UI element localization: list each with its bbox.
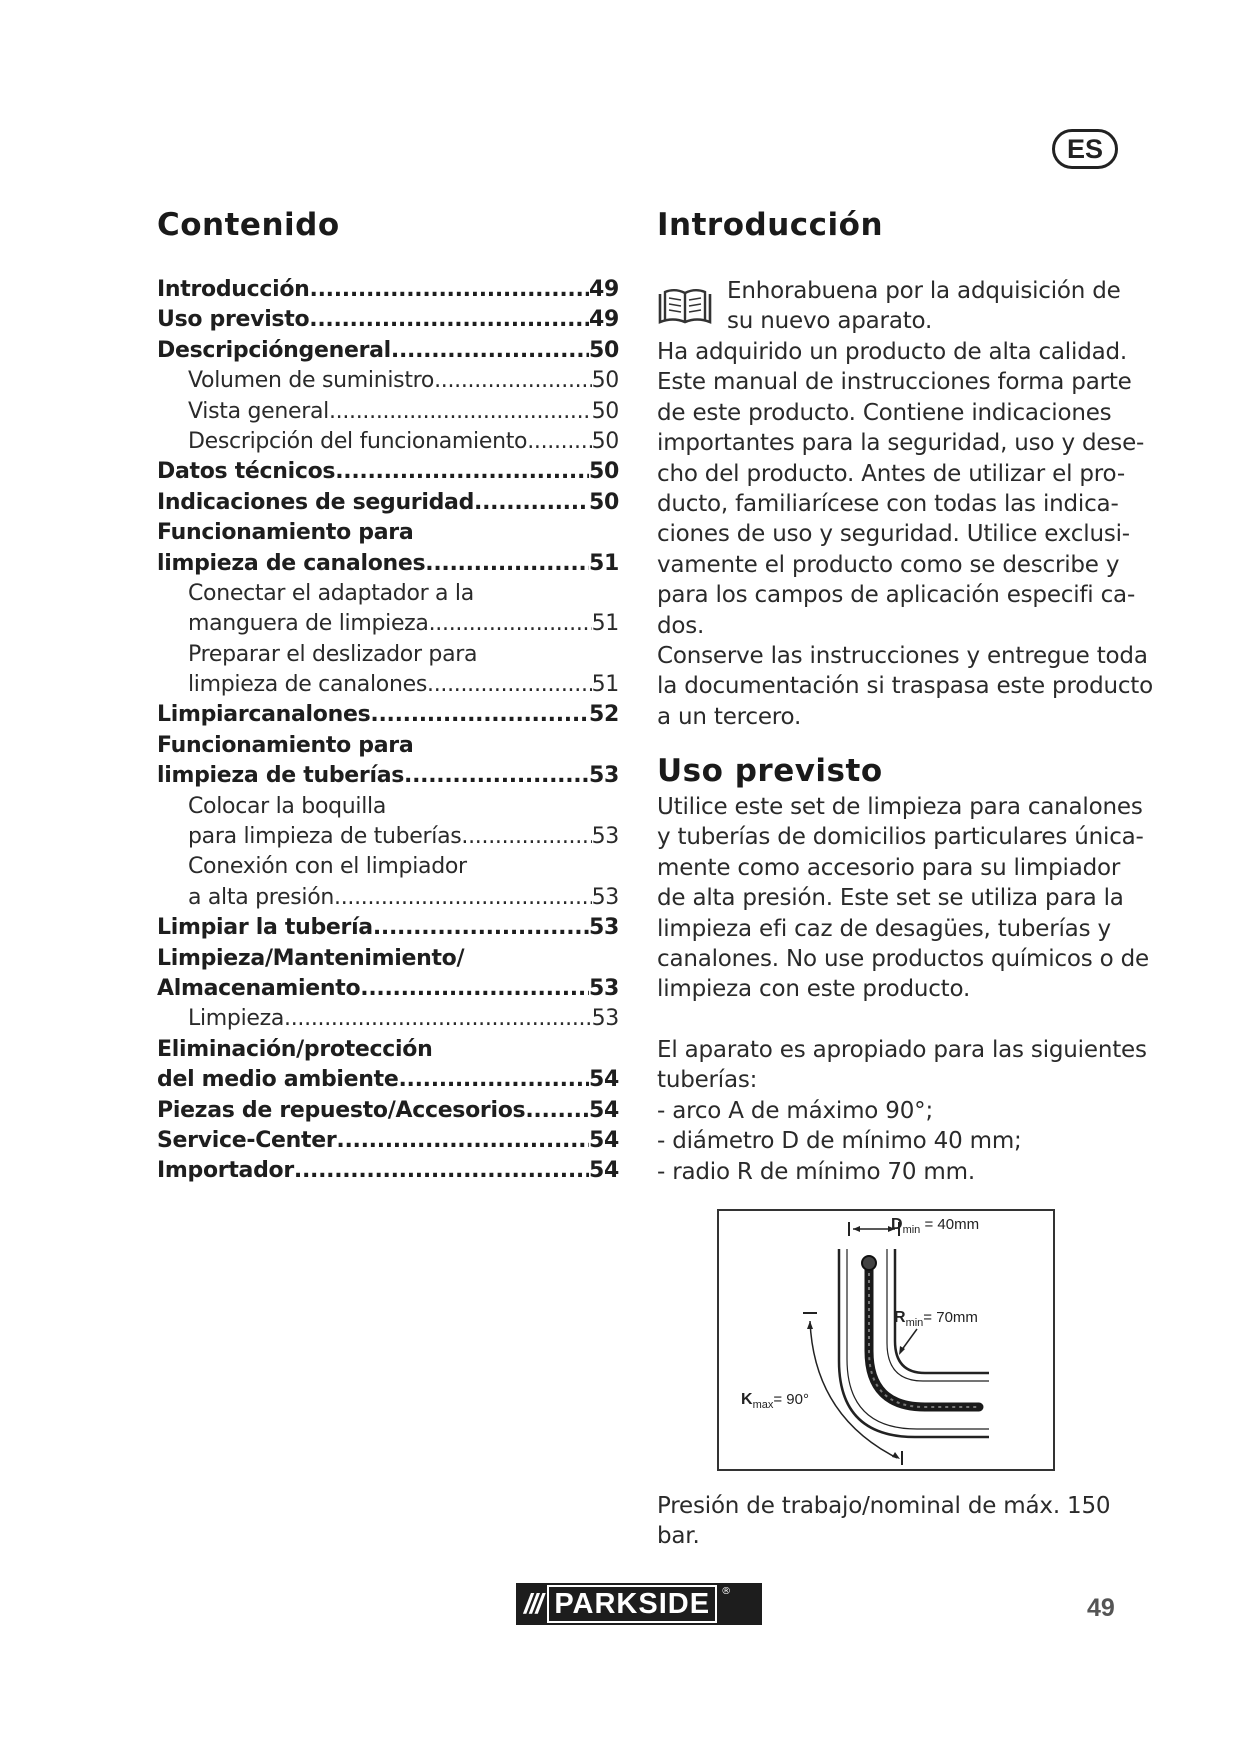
toc-entry-page: 53 [588,763,619,789]
toc-entry-label: Vista general [188,398,329,424]
toc-leader-dots [398,1065,589,1095]
d-min-label: $D_{min} = 40mm$ [891,1216,980,1236]
toc-entry-label: Eliminación/protección [157,1036,433,1062]
toc-entry [157,1156,619,1186]
toc-entry [157,974,619,1004]
pipe-diagram [717,1209,1055,1471]
toc-entry [157,275,619,305]
toc-entry [157,609,619,639]
text-line: vamente el producto como se describe y [657,551,1120,578]
toc-leader-dots [310,275,589,305]
toc-entry-label: Descripcióngeneral [157,337,391,363]
toc-leader-dots [284,1004,592,1034]
text-line: mente como accesorio para su limpiador [657,854,1121,881]
text-line: limpieza con este producto. [657,976,971,1003]
toc-entry-page: 53 [588,915,619,941]
toc-entry-label: Preparar el deslizador para [188,641,478,667]
toc-entry [157,397,619,427]
toc-entry [157,1035,619,1065]
toc-leader-dots [427,670,592,700]
toc-entry [157,518,619,548]
toc-entry-page: 51 [591,611,619,637]
k-max-label: $K_{max}= 90^\circ$ [741,1391,809,1411]
toc-leader-dots [360,974,589,1004]
toc-entry [157,457,619,487]
toc-entry-label: para limpieza de tuberías [188,824,462,850]
toc-entry-label: Funcionamiento para [157,520,414,546]
parkside-logo [516,1583,762,1625]
text-line: ducto, familiarícese con todas las indica- [657,491,1119,518]
toc-entry-label: Conectar el adaptador a la [188,580,474,606]
text-line: - diámetro D de mínimo 40 mm; [657,1128,1022,1155]
toc-entry-label: Limpiarcanalones [157,702,371,728]
toc-leader-dots [404,761,589,791]
toc-entry [157,670,619,700]
toc-entry-label: Limpieza [188,1006,285,1032]
text-line: - arco A de máximo 90°; [657,1097,933,1124]
text-line: para los campos de aplicación especifi ca- [657,582,1136,609]
toc-entry-label: Descripción del funcionamiento [188,428,528,454]
toc-entry-label: Limpiar la tubería [157,915,373,941]
toc-leader-dots [474,488,589,518]
toc-entry [157,944,619,974]
toc-entry-label: limpieza de tuberías [157,763,405,789]
toc-entry-page: 54 [588,1097,619,1123]
text-line: - radio R de mínimo 70 mm. [657,1158,975,1185]
toc-entry [157,731,619,761]
toc-entry-page: 53 [591,884,619,910]
text-line: tuberías: [657,1067,758,1094]
text-line: cho del producto. Antes de utilizar el pro- [657,460,1125,487]
toc-leader-dots [336,1126,589,1156]
toc-leader-dots [309,305,589,335]
toc-entry-page: 54 [588,1158,619,1184]
table-of-contents [157,275,619,1187]
text-line: de este producto. Contiene indicaciones [657,399,1112,426]
toc-entry [157,1096,619,1126]
text-line: dos. [657,612,705,639]
toc-entry-page: 50 [591,398,619,424]
toc-entry-label: Almacenamiento [157,975,361,1001]
toc-leader-dots [425,549,589,579]
toc-entry-label: Limpieza/Mantenimiento/ [157,945,465,971]
toc-entry-label: Funcionamiento para [157,732,414,758]
toc-entry [157,336,619,366]
text-line: Enhorabuena por la adquisición de [727,278,1121,304]
toc-entry-label: Conexión con el limpiador [188,854,467,880]
toc-leader-dots [370,700,589,730]
toc-entry [157,305,619,335]
toc-entry-label: limpieza de canalones [157,550,426,576]
text-line: Utilice este set de limpieza para canalones [657,794,1143,820]
toc-entry-page: 49 [588,277,619,302]
toc-entry [157,700,619,730]
toc-leader-dots [294,1156,589,1186]
toc-entry [157,1065,619,1095]
toc-heading: Contenido [157,207,340,243]
toc-entry-page: 53 [591,824,619,850]
toc-entry-label: limpieza de canalones [188,672,427,698]
text-line: canalones. No use productos químicos o de [657,946,1149,973]
toc-entry-label: Volumen de suministro [188,368,435,394]
uso-list [657,1035,1147,1187]
toc-leader-dots [373,913,589,943]
toc-leader-dots [329,397,592,427]
toc-entry [157,913,619,943]
toc-leader-dots [461,822,591,852]
uso-body [657,792,1149,1005]
toc-entry-page: 54 [588,1067,619,1093]
toc-entry-page: 54 [588,1127,619,1153]
toc-entry [157,488,619,518]
language-badge: ES [1052,129,1118,169]
toc-leader-dots [434,366,592,396]
pipe-diagram-drawing [719,1211,1053,1469]
text-line: Este manual de instrucciones forma parte [657,369,1132,396]
toc-leader-dots [527,427,591,457]
toc-entry [157,822,619,852]
toc-entry [157,1004,619,1034]
toc-entry-page: 51 [588,550,619,576]
toc-leader-dots [334,883,592,913]
toc-entry-page: 50 [591,428,619,454]
toc-entry-page: 51 [591,672,619,698]
text-line: ciones de uso y seguridad. Utilice exclusi- [657,521,1130,548]
toc-entry-label: a alta presión [188,884,335,910]
toc-entry-page: 50 [588,459,619,485]
logo-slashes: /// [524,1588,542,1619]
hose-texture [869,1266,979,1407]
toc-entry-page: 50 [588,337,619,363]
toc-entry-label: manguera de limpieza [188,611,429,637]
r-min-label: $R_{min}= 70mm$ [894,1309,978,1329]
toc-entry-label: Service-Center [157,1127,337,1153]
toc-entry [157,579,619,609]
toc-entry [157,549,619,579]
toc-entry-page: 52 [588,702,619,728]
logo-brand: PARKSIDE [547,1585,717,1623]
text-line: su nuevo aparato. [727,308,933,335]
logo-registered-mark: ® [721,1586,732,1597]
r-pointer [901,1329,917,1351]
cleaning-hose [869,1266,979,1407]
text-line: a un tercero. [657,703,802,730]
text-line: Presión de trabajo/nominal de máx. 150 [657,1493,1111,1519]
toc-entry [157,883,619,913]
toc-entry-page: 50 [591,368,619,394]
toc-entry-label: Indicaciones de seguridad [157,489,475,515]
toc-entry [157,640,619,670]
toc-entry-label: Colocar la boquilla [188,793,387,819]
text-line: la documentación si traspasa este producto [657,673,1153,700]
uso-heading: Uso previsto [657,753,883,789]
text-line: limpieza efi caz de desagües, tuberías y [657,915,1111,942]
toc-leader-dots [335,457,589,487]
text-line: Conserve las instrucciones y entregue toda [657,643,1148,670]
toc-entry-page: 53 [588,975,619,1001]
toc-entry [157,1126,619,1156]
toc-entry-label: Uso previsto [157,307,310,333]
text-line: importantes para la seguridad, uso y dese- [657,430,1145,457]
text-line: bar. [657,1523,700,1550]
toc-leader-dots [429,609,592,639]
book-icon [657,284,713,328]
toc-entry [157,852,619,882]
toc-entry [157,366,619,396]
toc-entry-label: Piezas de repuesto/Accesorios [157,1097,526,1123]
text-line: y tuberías de domicilios particulares única- [657,824,1144,851]
toc-entry-page: 50 [588,489,619,515]
nozzle [862,1256,876,1270]
page-number: 49 [1087,1594,1115,1622]
toc-leader-dots [391,336,589,366]
toc-entry [157,792,619,822]
toc-entry-label: Introducción [157,277,310,302]
text-line: de alta presión. Este set se utiliza para la [657,885,1124,912]
toc-leader-dots [525,1096,589,1126]
toc-entry-label: Datos técnicos [157,459,336,485]
toc-entry-page: 53 [591,1006,619,1032]
pressure-note [657,1491,1129,1552]
intro-body [657,337,1153,732]
toc-entry [157,427,619,457]
toc-entry-label: del medio ambiente [157,1067,399,1093]
toc-entry-page: 49 [588,307,619,333]
intro-icon-text [727,276,1129,337]
text-line: Ha adquirido un producto de alta calidad. [657,339,1127,365]
toc-entry [157,761,619,791]
text-line: El aparato es apropiado para las siguientes [657,1037,1147,1063]
toc-entry-label: Importador [157,1158,294,1184]
intro-heading: Introducción [657,207,884,243]
